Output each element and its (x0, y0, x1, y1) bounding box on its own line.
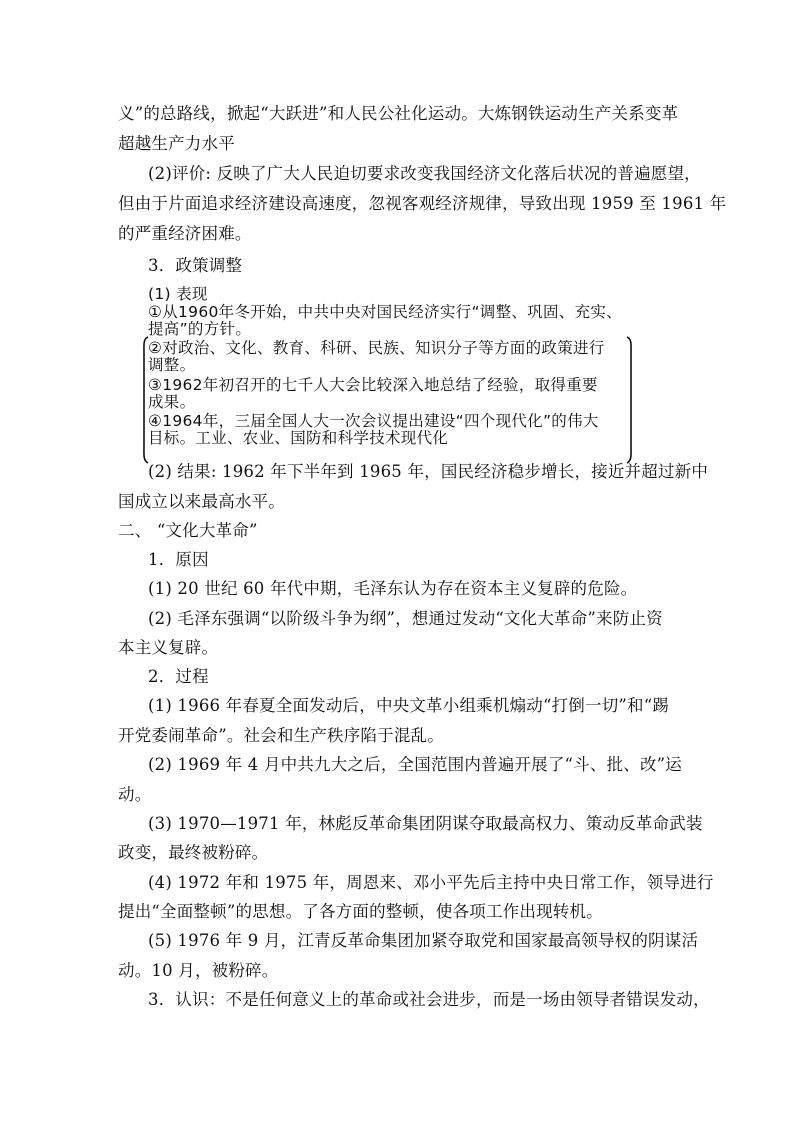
right-bracket-mark (624, 335, 638, 465)
bracket-line: 调整。 (148, 356, 196, 374)
body-line: 动。10 月，被粉碎。 (118, 961, 279, 980)
bracket-line: ④1964年，三届全国人大一次会议提出建设“四个现代化”的伟大 (148, 412, 599, 430)
bracket-line: ③1962年初召开的七千人大会比较深入地总结了经验，取得重要 (148, 376, 598, 394)
body-line: 但由于片面追求经济建设高速度，忽视客观经济规律，导致出现 1959 至 1961 年 (118, 194, 727, 213)
subsection-heading: 2．过程 (148, 667, 209, 686)
body-line: (3) 1970—1971 年，林彪反革命集团阴谋夺取最高权力、策动反革命武装 (148, 814, 703, 833)
body-line: (2) 毛泽东强调“以阶级斗争为纲”，想通过发动“文化大革命”来防止资 (148, 609, 663, 628)
left-bracket-mark (138, 335, 152, 465)
subsection-heading: 1．原因 (148, 550, 209, 569)
body-line: 超越生产力水平 (118, 134, 235, 153)
body-line: 开党委闹革命”。社会和生产秩序陷于混乱。 (118, 726, 444, 745)
bracket-line: (1) 表现 (148, 285, 208, 303)
body-line: (2) 结果: 1962 年下半年到 1965 年，国民经济稳步增长，接近并超过新中 (148, 462, 709, 481)
body-line: (2)评价: 反映了广大人民迫切要求改变我国经济文化落后状况的普遍愿望， (148, 164, 701, 183)
body-line: 的严重经济困难。 (118, 224, 252, 243)
body-line: 本主义复辟。 (118, 638, 219, 657)
body-line: 提出“全面整顿”的思想。了各方面的整顿，使各项工作出现转机。 (118, 902, 603, 921)
body-line: 义”的总路线，掀起“大跃进”和人民公社化运动。大炼钢铁运动生产关系变革 (118, 104, 679, 123)
section-heading: 二、 “文化大革命” (118, 521, 258, 540)
bracket-line: 成果。 (148, 393, 196, 411)
bracket-line: 目标。工业、农业、国防和科学技术现代化 (148, 429, 449, 447)
body-line: (1) 1966 年春夏全面发动后，中央文革小组乘机煽动“打倒一切”和“踢 (148, 696, 670, 715)
body-line: 政变，最终被粉碎。 (118, 843, 269, 862)
body-line: (1) 20 世纪 60 年代中期，毛泽东认为存在资本主义复辟的危险。 (148, 579, 638, 598)
body-line: (2) 1969 年 4 月中共九大之后，全国范围内普遍开展了“斗、批、改”运 (148, 755, 683, 774)
bracket-line: ①从1960年冬开始，中共中央对国民经济实行“调整、巩固、充实、 (148, 303, 622, 321)
body-line: (4) 1972 年和 1975 年，周恩来、邓小平先后主持中央日常工作，领导进行 (148, 873, 714, 892)
body-line: 国成立以来最高水平。 (118, 492, 285, 511)
body-line: (5) 1976 年 9 月，江青反革命集团加紧夺取党和国家最高领导权的阴谋活 (148, 931, 699, 950)
bracket-line: 提高”的方针。 (148, 320, 252, 338)
body-line: 动。 (118, 785, 152, 804)
section-heading: 3．政策调整 (148, 256, 243, 275)
body-line: 3．认识：不是任何意义上的革命或社会进步，而是一场由领导者错误发动， (148, 990, 710, 1009)
bracket-line: ②对政治、文化、教育、科研、民族、知识分子等方面的政策进行 (148, 339, 605, 357)
